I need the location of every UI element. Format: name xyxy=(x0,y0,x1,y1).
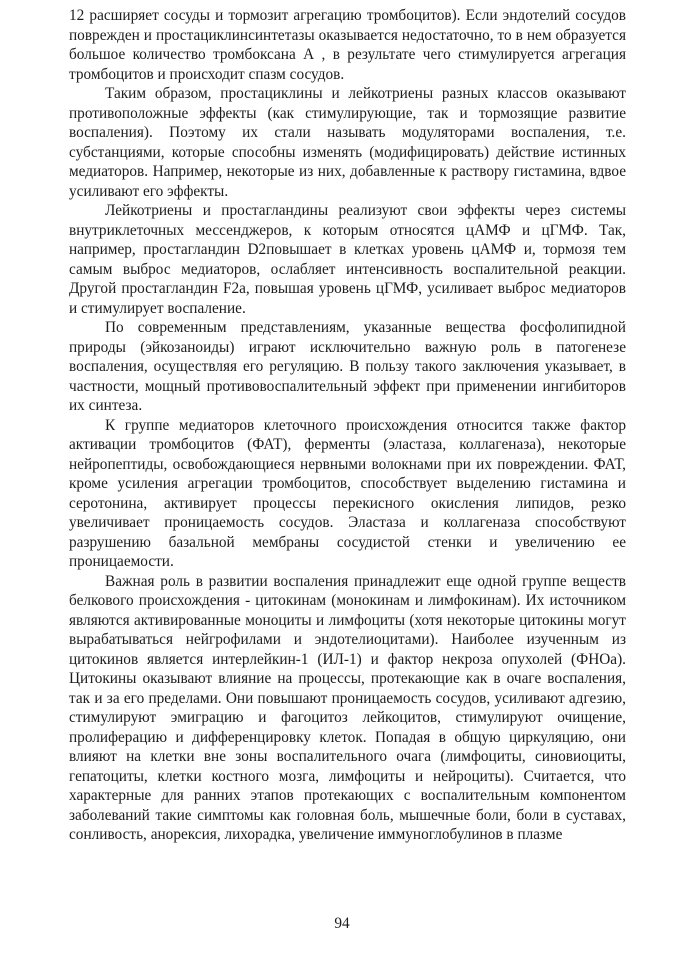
paragraph-5: К группе медиаторов клеточного происхождения относится также фактор активации тромбоцитов (ФАТ), ферменты (эластаза, коллагеназа), некоторые нейропептиды, освобождающиеся нервными волокнами при их повреждении. ФАТ, кроме усиления агрегации тромбоцитов, способствует выделению гистамина и серотонина, активирует процессы перекисного окисления липидов, резко увеличивает проницаемость сосудов. Эластаза и коллагеназа способствуют разрушению базальной мембраны сосудистой стенки и увеличению ее проницаемости. xyxy=(69,416,626,570)
paragraph-3: Лейкотриены и простагландины реализуют свои эффекты через системы внутриклеточных мессенджеров, к которым относятся цАМФ и цГМФ. Так, например, простагландин D2повышает в клетках уровень цАМФ и, тормозя тем самым выброс медиаторов, ослабляет интенсивность воспалительной реакции. Другой простагландин F2a, повышая уровень цГМФ, усиливает выброс медиаторов и стимулирует воспаление. xyxy=(69,202,626,317)
paragraph-1: 12 расширяет сосуды и тормозит агрегацию тромбоцитов). Если эндотелий сосудов поврежден и простациклинсинтетазы оказывается недостаточно, то в нем образуется большое количество тромбоксана А , в результате чего стимулируется агрегация тромбоцитов и происходит спазм сосудов. xyxy=(69,7,626,83)
paragraph-6: Важная роль в развитии воспаления принадлежит еще одной группе веществ белкового происхождения - цитокинам (монокинам и лимфокинам). Их источником являются активированные моноциты и лимфоциты (хотя некоторые цитокины могут вырабатываться нейгрофилами и эндотелиоцитами). Наиболее изученным из цитокинов является интерлейкин-1 (ИЛ-1) и фактор некроза опухолей (ФНОа). Цитокины оказывают влияние на процессы, протекающие как в очаге воспаления, так и за его пределами. Они повышают проницаемость сосудов, усиливают адгезию, стимулируют эмиграцию и фагоцитоз лейкоцитов, стимулируют очищение, пролиферацию и дифференцировку клеток. Попадая в общую циркуляцию, они влияют на клетки вне зоны воспалительного очага (лимфоциты, синовиоциты, гепатоциты, клетки костного мозга, лимфоциты и нейроциты). Считается, что характерные для ранних этапов протекающих с воспалительным компонентом заболеваний такие симптомы как головная боль, мышечные боли, боли в суставах, сонливость, анорексия, лихорадка, увеличение иммуноглобулинов в плазме xyxy=(69,572,626,843)
paragraph-2: Таким образом, простациклины и лейкотриены разных классов оказывают противоположные эффекты (как стимулирующие, так и тормозящие развитие воспаления). Поэтому их стали называть модуляторами воспаления, т.е. субстанциями, которые способны изменять (модифицировать) действие истинных медиаторов. Например, некоторые из них, добавленные к раствору гистамина, вдвое усиливают его эффекты. xyxy=(69,85,626,200)
page-number: 94 xyxy=(334,915,350,932)
paragraph-4: По современным представлениям, указанные вещества фосфолипидной природы (эйкозаноиды) играют исключительно важную роль в патогенезе воспаления, осуществляя его регуляцию. В пользу такого заключения указывает, в частности, мощный противовоспалительный эффект при применении ингибиторов их синтеза. xyxy=(69,319,626,414)
